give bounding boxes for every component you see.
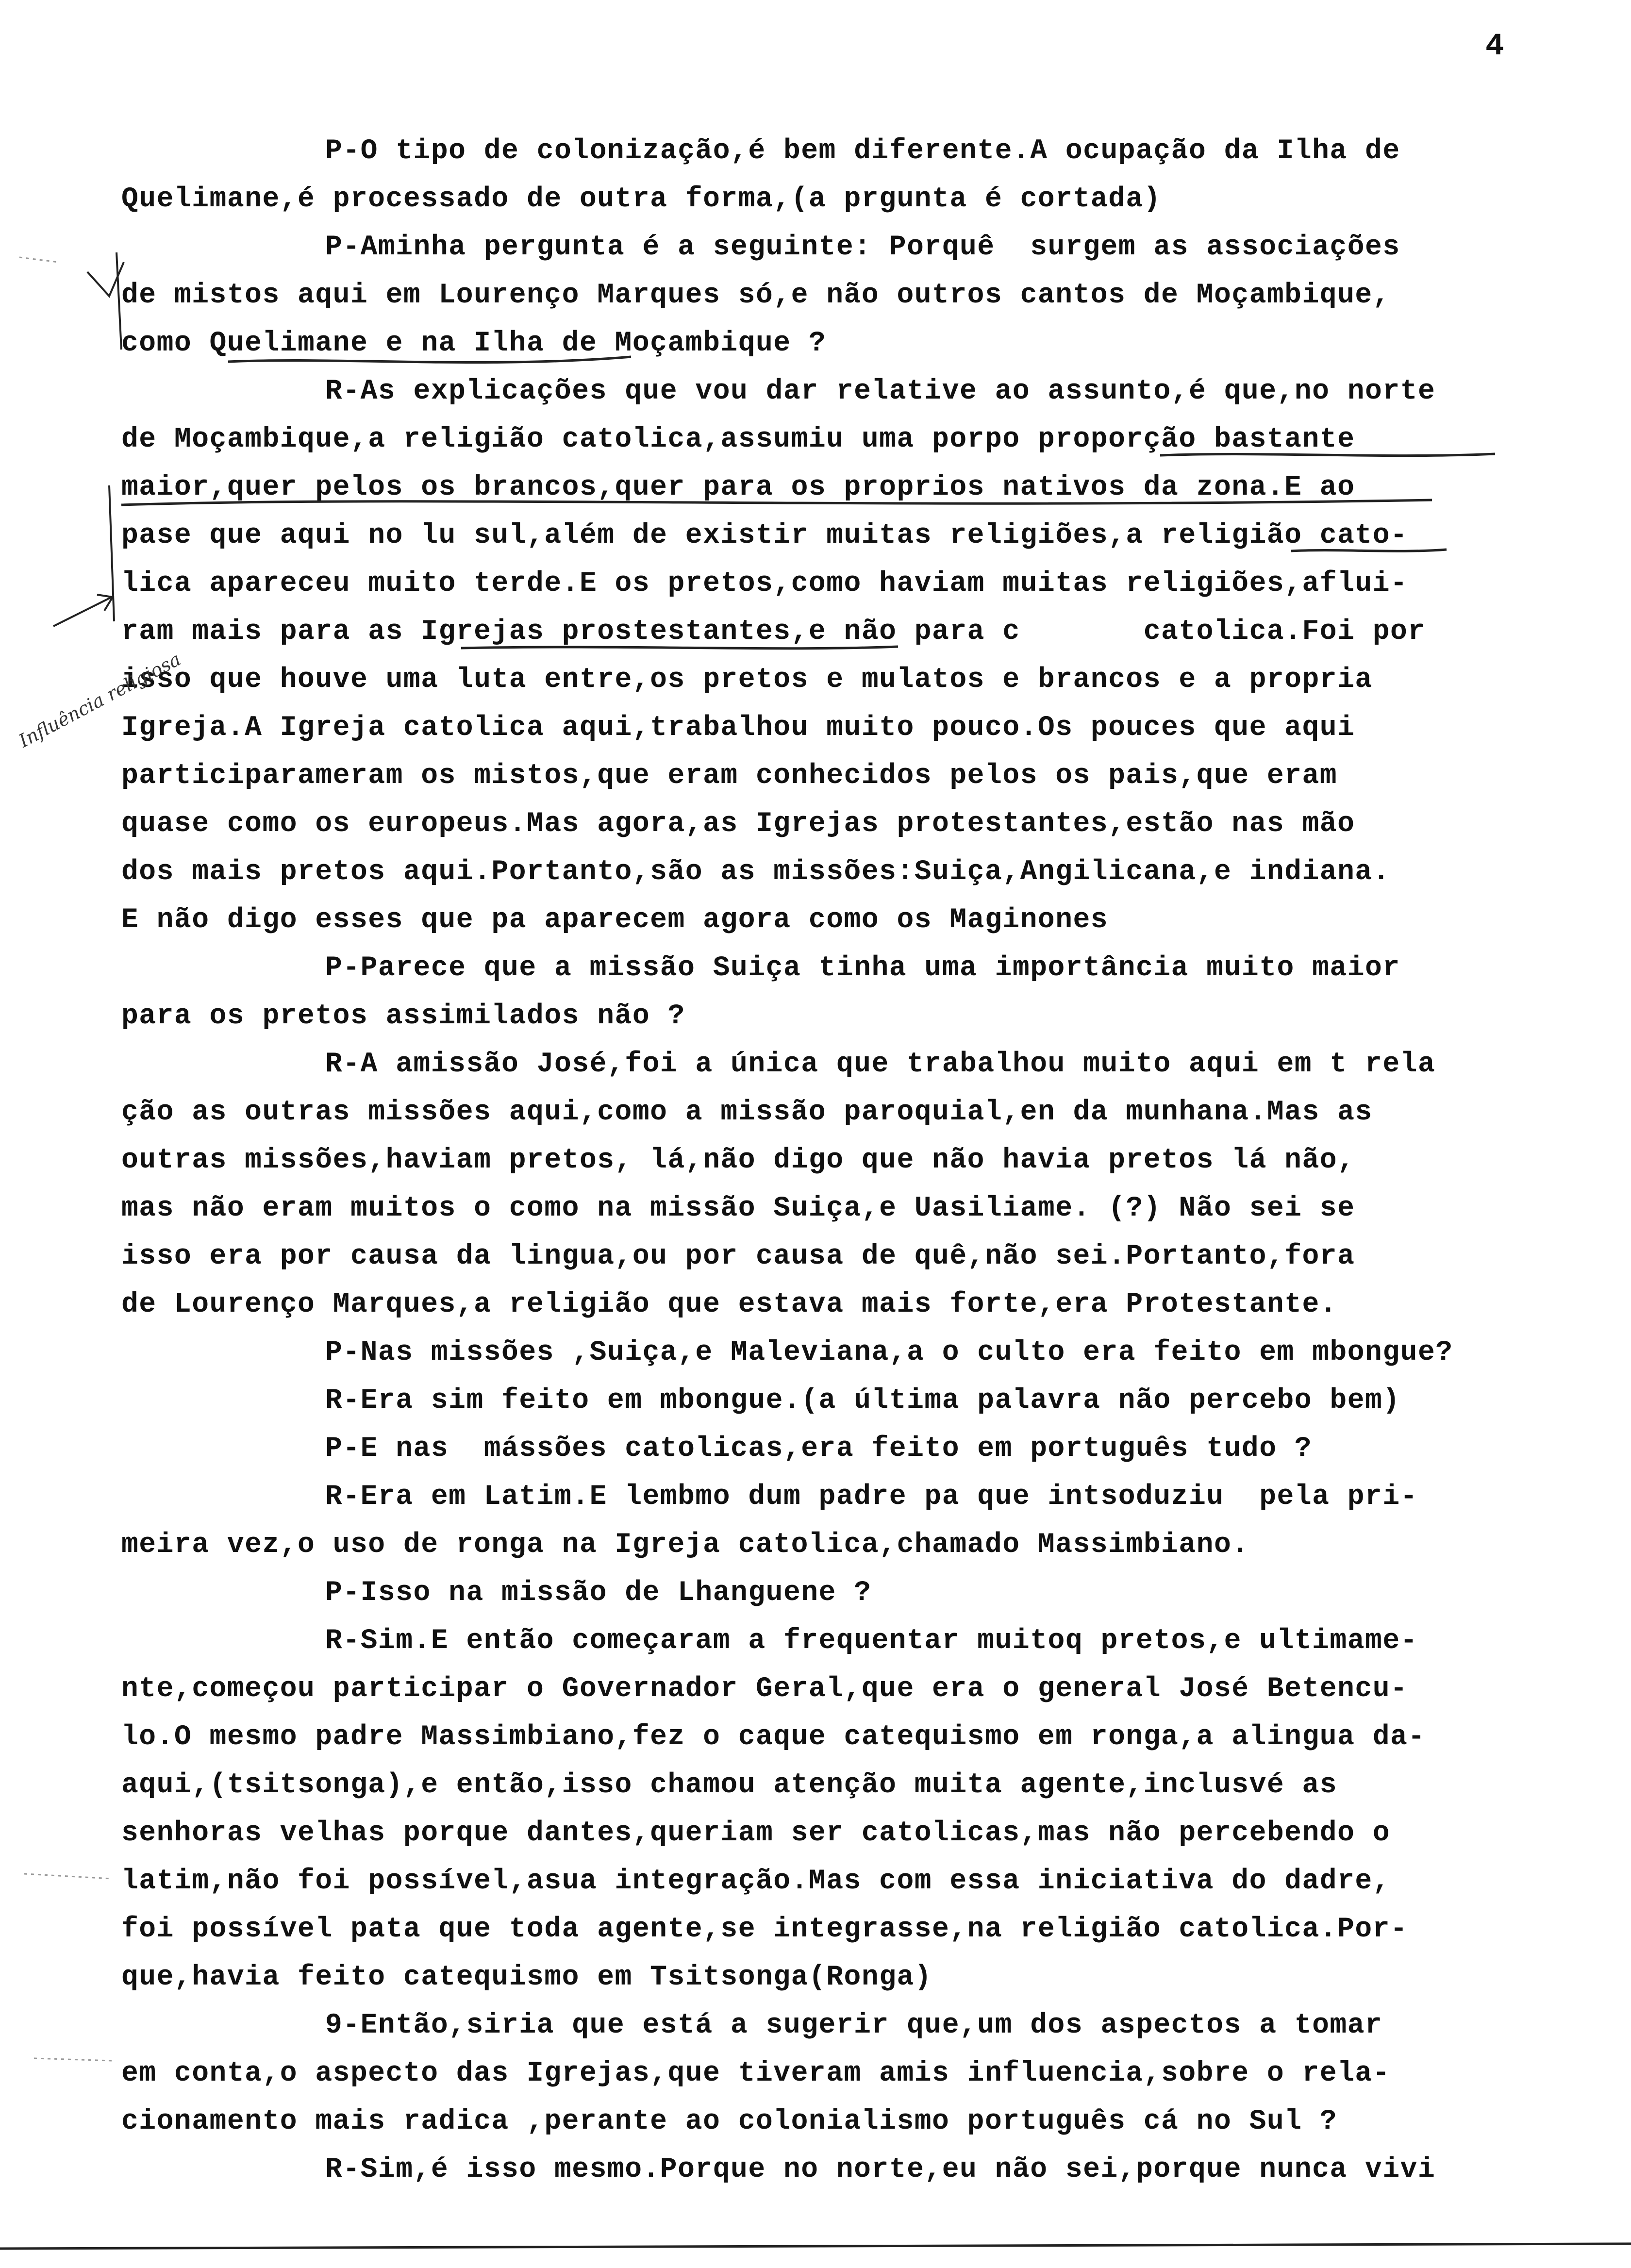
text-line: R-A amissão José,foi a única que trabalhou muito aqui em t rela — [325, 1049, 1436, 1080]
text-line: mas não eram muitos o como na missão Suiça,e Uasiliame. (?) Não sei se — [121, 1193, 1355, 1224]
text-line: meira vez,o uso de ronga na Igreja catolica,chamado Massimbiano. — [121, 1529, 1249, 1561]
text-line: dos mais pretos aqui.Portanto,são as missões:Suiça,Angilicana,e indiana. — [121, 856, 1391, 888]
text-line: R-As explicações que vou dar relative ao assunto,é que,no norte — [325, 376, 1436, 407]
margin-check — [87, 262, 124, 296]
text-line: P-O tipo de colonização,é bem diferente.A ocupação da Ilha de — [325, 135, 1400, 167]
bottom-edge-line — [0, 2244, 1631, 2249]
text-line: quase como os europeus.Mas agora,as Igrejas protestantes,estão nas mão — [121, 808, 1355, 840]
margin-handwritten-note: Influência religiosa — [15, 648, 184, 752]
text-line: P-E nas mássões catolicas,era feito em português tudo ? — [325, 1433, 1313, 1465]
text-line: R-Era sim feito em mbongue.(a última palavra não percebo bem) — [325, 1385, 1400, 1417]
text-line: que,havia feito catequismo em Tsitsonga(Ronga) — [121, 1962, 932, 1993]
text-line: E não digo esses que pa aparecem agora como os Maginones — [121, 904, 1109, 936]
text-line: isso era por causa da lingua,ou por causa de quê,não sei.Portanto,fora — [121, 1241, 1355, 1272]
text-line: senhoras velhas porque dantes,queriam ser catolicas,mas não percebendo o — [121, 1818, 1391, 1849]
text-line: P-Aminha pergunta é a seguinte: Porquê surgem as associações — [325, 232, 1400, 263]
text-line: Igreja.A Igreja catolica aqui,trabalhou muito pouco.Os pouces que aqui — [121, 712, 1355, 744]
text-line: foi possível pata que toda agente,se integrasse,na religião catolica.Por- — [121, 1914, 1408, 1945]
text-line: cionamento mais radica ,perante ao colonialismo português cá no Sul ? — [121, 2106, 1338, 2137]
text-line: R-Era em Latim.E lembmo dum padre pa que intsoduziu pela pri- — [325, 1481, 1418, 1513]
text-line: ção as outras missões aqui,como a missão paroquial,en da munhana.Mas as — [121, 1097, 1373, 1128]
text-line: P-Parece que a missão Suiça tinha uma importância muito maior — [325, 952, 1400, 984]
text-line: R-Sim,é isso mesmo.Porque no norte,eu não sei,porque nunca vivi — [325, 2154, 1436, 2185]
text-line: maior,quer pelos os brancos,quer para os proprios nativos da zona.E ao — [121, 472, 1355, 503]
scan-mark-top — [19, 257, 58, 262]
page-number: 4 — [1485, 29, 1504, 64]
text-line: latim,não foi possível,asua integração.Mas com essa iniciativa do dadre, — [121, 1866, 1391, 1897]
text-line: 9-Então,siria que está a sugerir que,um dos aspectos a tomar — [325, 2010, 1383, 2041]
text-line: lo.O mesmo padre Massimbiano,fez o caque catequismo em ronga,a alingua da- — [121, 1721, 1426, 1753]
text-line: nte,começou participar o Governador Geral,que era o general José Betencu- — [121, 1673, 1408, 1705]
text-line: Quelimane,é processado de outra forma,(a prgunta é cortada) — [121, 183, 1162, 215]
text-line: de Lourenço Marques,a religião que estava mais forte,era Protestante. — [121, 1289, 1338, 1320]
text-line: em conta,o aspecto das Igrejas,que tiveram amis influencia,sobre o rela- — [121, 2058, 1391, 2089]
text-line: de Moçambique,a religião catolica,assumiu uma porpo proporção bastante — [121, 424, 1355, 455]
text-line: outras missões,haviam pretos, lá,não digo que não havia pretos lá não, — [121, 1145, 1355, 1176]
text-line: lica apareceu muito terde.E os pretos,como haviam muitas religiões,aflui- — [121, 568, 1408, 600]
scan-mark-low — [34, 2058, 112, 2061]
text-line: ram mais para as Igrejas prostestantes,e não para c catolica.Foi por — [121, 616, 1426, 648]
scan-mark-mid — [24, 1874, 112, 1879]
text-line: P-Isso na missão de Lhanguene ? — [325, 1577, 872, 1609]
text-line: isso que houve uma luta entre,os pretos e mulatos e brancos e a propria — [121, 664, 1373, 696]
text-line: R-Sim.E então começaram a frequentar muitoq pretos,e ultimame- — [325, 1625, 1418, 1657]
transcript-body — [121, 127, 1602, 2194]
text-line: aqui,(tsitsonga),e então,isso chamou atenção muita agente,inclusvé as — [121, 1769, 1338, 1801]
text-line: P-Nas missões ,Suiça,e Maleviana,a o culto era feito em mbongue? — [325, 1337, 1453, 1368]
margin-bracket — [116, 252, 121, 350]
text-line: participarameram os mistos,que eram conhecidos pelos os pais,que eram — [121, 760, 1338, 792]
margin-arrow — [53, 595, 113, 626]
text-line: de mistos aqui em Lourenço Marques só,e não outros cantos de Moçambique, — [121, 280, 1391, 311]
text-line: como Quelimane e na Ilha de Moçambique ? — [121, 328, 827, 359]
margin-line — [109, 485, 114, 621]
text-line: pase que aqui no lu sul,além de existir muitas religiões,a religião cato- — [121, 520, 1408, 551]
text-line: para os pretos assimilados não ? — [121, 1001, 685, 1032]
